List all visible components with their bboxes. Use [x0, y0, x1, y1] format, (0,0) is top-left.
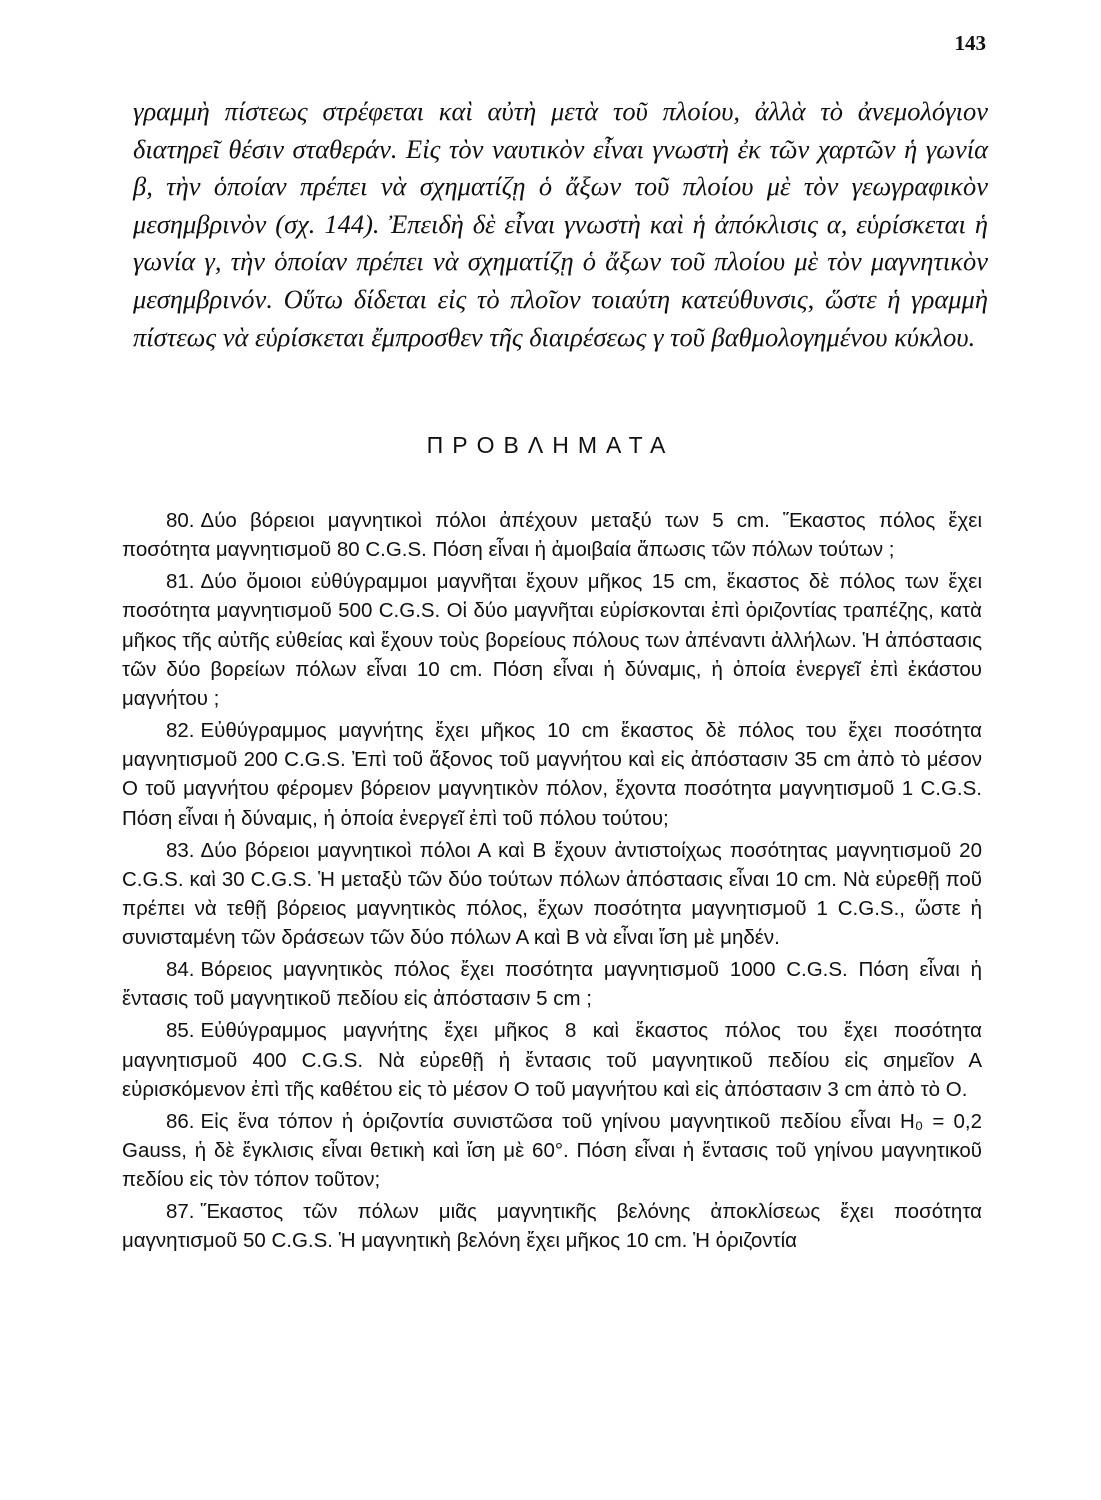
- problem-number: 87.: [166, 1200, 195, 1224]
- problem-86: [122, 1107, 982, 1195]
- problem-number: 80.: [166, 509, 195, 532]
- problem-text: Εὐθύγραμμος μαγνήτης ἔχει μῆκος 8 καὶ ἕκαστος πόλος του ἔχει ποσότητα μαγνητισμοῦ 400 C.G.S. Νὰ εὑρεθῇ ἡ ἔντασις τοῦ μαγνητικοῦ πεδίου εἰς σημεῖον Α εὑρισκόμενον ἐπὶ τῆς καθέτου εἰς τὸ μέσον Ο τοῦ μαγνήτου καὶ εἰς ἀπόστασιν 3 cm ἀπὸ τὸ Ο.: [122, 1019, 982, 1101]
- problem-87: [122, 1197, 982, 1255]
- problem-number: 86.: [166, 1109, 195, 1133]
- problems-list: [122, 506, 982, 1258]
- problem-number: 83.: [166, 838, 195, 862]
- problem-text: Εὐθύγραμμος μαγνήτης ἔχει μῆκος 10 cm ἕκαστος δὲ πόλος του ἔχει ποσότητα μαγνητισμοῦ 200 C.G.S. Ἐπὶ τοῦ ἄξονος τοῦ μαγνήτου καὶ εἰς ἀπόστασιν 35 cm ἀπὸ τὸ μέσον Ο τοῦ μαγνήτου φέρομεν βόρειον μαγνητικὸν πόλον, ἔχοντα ποσότητα μαγνητισμοῦ 1 C.G.S. Πόση εἶναι ἡ δύναμις, ἡ ὁποία ἐνεργεῖ ἐπὶ τοῦ πόλου τούτου;: [122, 719, 982, 830]
- problem-85: [122, 1016, 982, 1104]
- problem-82: [122, 716, 982, 833]
- page-number: 143: [954, 31, 986, 55]
- intro-paragraph: γραμμὴ πίστεως στρέφεται καὶ αὐτὴ μετὰ τοῦ πλοίου, ἀλλὰ τὸ ἀνεμολόγιον διατηρεῖ θέσιν σταθεράν. Εἰς τὸν ναυτικὸν εἶναι γνωστὴ ἐκ τῶν χαρτῶν ἡ γωνία β, τὴν ὁποίαν πρέπει νὰ σχηματίζῃ ὁ ἄξων τοῦ πλοίου μὲ τὸν γεωγραφικὸν μεσημβρινὸν (σχ. 144). Ἐπειδὴ δὲ εἶναι γνωστὴ καὶ ἡ ἀπόκλισις α, εὑρίσκεται ἡ γωνία γ, τὴν ὁποίαν πρέπει νὰ σχηματίζῃ ὁ ἄξων τοῦ πλοίου μὲ τὸν μαγνητικὸν μεσημβρινόν. Οὕτω δίδεται εἰς τὸ πλοῖον τοιαύτη κατεύθυνσις, ὥστε ἡ γραμμὴ πίστεως νὰ εὑρίσκεται ἔμπροσθεν τῆς διαιρέσεως γ τοῦ βαθμολογημένου κύκλου.: [133, 96, 988, 352]
- problem-text: Εἰς ἕνα τόπον ἡ ὁριζοντία συνιστῶσα τοῦ γηίνου μαγνητικοῦ πεδίου εἶναι H₀ = 0,2 Gauss, ἡ δὲ ἔγκλισις εἶναι θετικὴ καὶ ἴση μὲ 60°. Πόση εἶναι ἡ ἔντασις τοῦ γηίνου μαγνητικοῦ πεδίου εἰς τὸν τόπον τοῦτον;: [122, 1109, 982, 1192]
- problem-text: Βόρειος μαγνητικὸς πόλος ἔχει ποσότητα μαγνητισμοῦ 1000 C.G.S. Πόση εἶναι ἡ ἔντασις τοῦ μαγνητικοῦ πεδίου εἰς ἀπόστασιν 5 cm ;: [122, 958, 982, 1011]
- problem-number: 85.: [166, 1019, 195, 1043]
- problem-number: 84.: [166, 958, 195, 982]
- problem-81: [122, 567, 982, 713]
- problem-text: Ἕκαστος τῶν πόλων μιᾶς μαγνητικῆς βελόνης ἀποκλίσεως ἔχει ποσότητα μαγνητισμοῦ 50 C.G.S. Ἡ μαγνητικὴ βελόνη ἔχει μῆκος 10 cm. Ἡ ὁριζοντία: [122, 1200, 982, 1253]
- problem-number: 81.: [166, 570, 195, 594]
- problem-text: Δύο βόρειοι μαγνητικοὶ πόλοι ἀπέχουν μεταξύ των 5 cm. Ἕκαστος πόλος ἔχει ποσότητα μαγνητισμοῦ 80 C.G.S. Πόση εἶναι ἡ ἀμοιβαία ἄπωσις τῶν πόλων τούτων ;: [122, 509, 982, 562]
- problem-84: [122, 955, 982, 1013]
- problem-text: Δύο ὅμοιοι εὐθύγραμμοι μαγνῆται ἔχουν μῆκος 15 cm, ἕκαστος δὲ πόλος των ἔχει ποσότητα μαγνητισμοῦ 500 C.G.S. Οἱ δύο μαγνῆται εὑρίσκονται ἐπὶ ὁριζοντίας τραπέζης, κατὰ μῆκος τῆς αὐτῆς εὐθείας καὶ ἔχουν τοὺς βορείους πόλους των ἀπέναντι ἀλλήλων. Ἡ ἀπόστασις τῶν δύο βορείων πόλων εἶναι 10 cm. Πόση εἶναι ἡ δύναμις, ἡ ὁποία ἐνεργεῖ ἐπὶ ἑκάστου μαγνήτου ;: [122, 570, 982, 711]
- problem-number: 82.: [166, 719, 195, 743]
- problem-text: Δύο βόρειοι μαγνητικοὶ πόλοι Α καὶ Β ἔχουν ἀντιστοίχως ποσότητας μαγνητισμοῦ 20 C.G.S. καὶ 30 C.G.S. Ἡ μεταξὺ τῶν δύο τούτων πόλων ἀπόστασις εἶναι 10 cm. Νὰ εὑρεθῇ ποῦ πρέπει νὰ τεθῇ βόρειος μαγνητικὸς πόλος, ἔχων ποσότητα μαγνητισμοῦ 1 C.G.S., ὥστε ἡ συνισταμένη τῶν δράσεων τῶν δύο πόλων Α καὶ Β νὰ εἶναι ἴση μὲ μηδέν.: [122, 838, 982, 950]
- problem-80: [122, 506, 982, 564]
- section-heading: ΠΡΟΒΛΗΜΑΤΑ: [426, 432, 675, 458]
- problem-83: [122, 836, 982, 953]
